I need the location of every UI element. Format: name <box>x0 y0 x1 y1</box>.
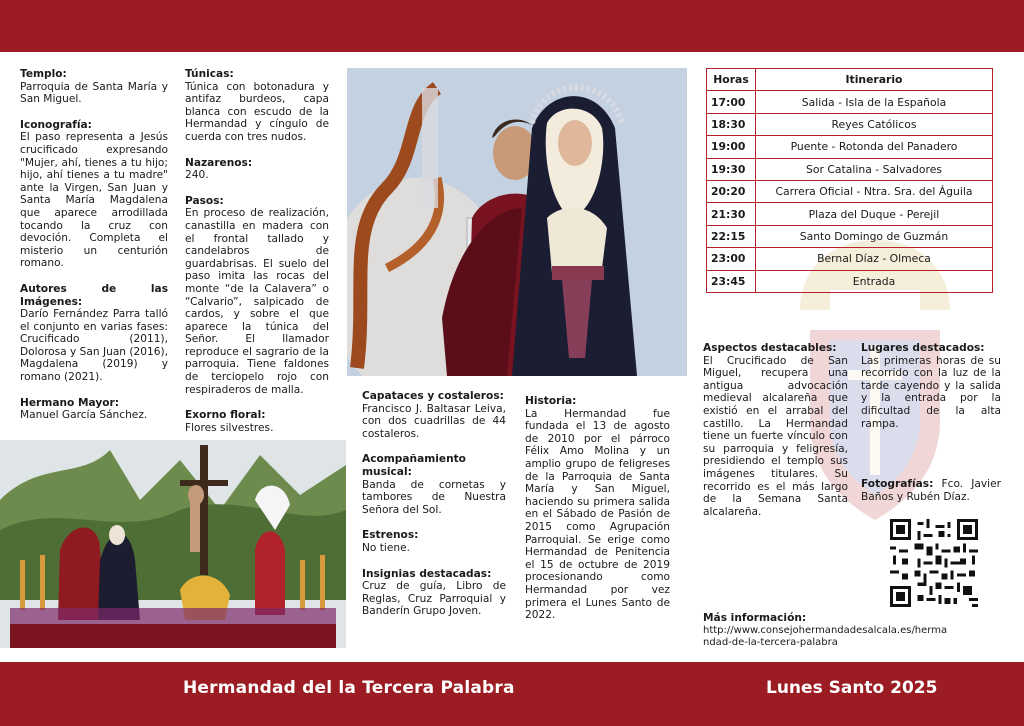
itinerary-time: 21:30 <box>707 203 756 225</box>
column-5 <box>703 342 848 531</box>
itinerary-row <box>707 203 993 225</box>
itinerary-time: 18:30 <box>707 113 756 135</box>
lugares-text: Las primeras horas de su recorrido con la luz de la tarde cayendo y la salida y la entrada por la dificultad de la alta rampa. <box>861 354 1001 430</box>
header-itinerary: Itinerario <box>756 69 993 91</box>
iconografia-text: El paso representa a Jesús crucificado expresando "Mujer, ahí, tienes a tu hijo; hijo, ahí tienes a tu madre" ante la Virgen, San Juan y Santa María Magdalena que aparece arrodillada tocando la cruz con devoción. Completa el misterio un centurión romano. <box>20 131 168 270</box>
autores-label: Autores de las Imágenes: <box>20 282 168 308</box>
nazarenos-label: Nazarenos: <box>185 156 253 169</box>
exorno-label: Exorno floral: <box>185 409 266 422</box>
autores-text: Darío Fernández Parra talló el conjunto en varias fases: Crucificado (2011), Dolorosa y San Juan (2016), Magdalena (2019) y romano (2021). <box>20 308 168 384</box>
itinerary-place: Sor Catalina - Salvadores <box>756 158 993 180</box>
itinerary-time: 23:45 <box>707 270 756 292</box>
itinerary-row <box>707 248 993 270</box>
itinerary-place: Bernal Díaz - Olmeca <box>756 248 993 270</box>
photo-figures-illustration <box>347 68 687 376</box>
aspectos-text: El Crucificado de San Miguel, recupera una antigua advocación medieval alcalareña que existió en el arrabal del castillo. La Hermandad tiene un fuerte vínculo con su parroquia y feligresía, presidiendo el templo sus imágenes titulares. Su recorrido es el más largo de la Semana Santa alcalareña. <box>703 354 848 518</box>
itinerary-time: 20:20 <box>707 180 756 202</box>
header-hours: Horas <box>707 69 756 91</box>
qr-code-icon[interactable] <box>890 519 978 607</box>
footer-date: Lunes Santo 2025 <box>766 678 938 698</box>
pasos-text: En proceso de realización, canastilla en madera con el frontal tallado y candelabros de guardabrisas. El suelo del paso imita las rocas del monte “de la Calavera” o “Calvario”, salpicado de cardos, y sobre el que aparece la túnica del Señor. El llamador reproduce el sagrario de la parroquia. Tiene faldones de terciopelo rojo con respiraderos de malla. <box>185 207 329 396</box>
acompanamiento-label: Acompañamiento musical: <box>362 453 466 478</box>
itinerary-time: 19:00 <box>707 136 756 158</box>
itinerary-place: Reyes Católicos <box>756 113 993 135</box>
tunicas-label: Túnicas: <box>185 68 234 80</box>
photo-paso-illustration <box>0 440 346 648</box>
column-1 <box>20 68 168 435</box>
itinerary-place: Carrera Oficial - Ntra. Sra. del Águila <box>756 180 993 202</box>
itinerary-place: Puente - Rotonda del Panadero <box>756 136 993 158</box>
photo-paso-procession <box>0 440 346 648</box>
column-3 <box>362 390 506 631</box>
iconografia-label: Iconografía: <box>20 118 92 131</box>
pasos-label: Pasos: <box>185 194 224 207</box>
itinerary-row <box>707 225 993 247</box>
itinerary-row <box>707 158 993 180</box>
historia-label: Historia: <box>525 395 577 407</box>
tunicas-text: Túnica con botonadura y antifaz burdeos, capa blanca con escudo de la Hermandad y cíngulo de cuerda con tres nudos. <box>185 80 329 143</box>
itinerary-place: Plaza del Duque - Perejil <box>756 203 993 225</box>
footer-title: Hermandad del la Tercera Palabra <box>183 678 515 698</box>
column-6 <box>861 342 1001 516</box>
fotografias-text: Fco. Javier Baños y Rubén Díaz. <box>861 478 1002 503</box>
photo-virgin-and-saint-john <box>347 68 687 376</box>
column-2 <box>185 68 329 447</box>
fotografias-label: Fotografías: <box>861 478 934 491</box>
itinerary-place: Salida - Isla de la Española <box>756 91 993 113</box>
estrenos-text: No tiene. <box>362 541 410 554</box>
estrenos-label: Estrenos: <box>362 529 419 542</box>
more-info-link[interactable]: http://www.consejohermandadesalcala.es/hermandad-de-la-tercera-palabra <box>703 624 948 649</box>
historia-text: La Hermandad fue fundada el 13 de agosto de 2010 por el párroco Félix Amo Molina y un amplio grupo de feligreses de la Parroquia de Santa María y San Miguel, haciendo su primera salida en el Sábado de Pasión de 2015 como Agrupación Parroquial. Se erige como Hermandad de Penitencia el 15 de octubre de 2019 procesionando como Hermandad por vez primera el Lunes Santo de 2022. <box>525 407 670 622</box>
itinerary-place: Entrada <box>756 270 993 292</box>
hermano-mayor-text: Manuel García Sánchez. <box>20 409 148 422</box>
lugares-label: Lugares destacados: <box>861 342 985 354</box>
itinerary-table <box>706 68 993 293</box>
capataces-text: Francisco J. Baltasar Leiva, con dos cuadrillas de 44 costaleros. <box>362 402 506 440</box>
aspectos-label: Aspectos destacables: <box>703 342 837 354</box>
more-info-label: Más información: <box>703 612 807 624</box>
exorno-text: Flores silvestres. <box>185 421 274 434</box>
templo-text: Parroquia de Santa María y San Miguel. <box>20 80 168 106</box>
itinerary-time: 23:00 <box>707 248 756 270</box>
itinerary-row <box>707 180 993 202</box>
top-banner <box>0 0 1024 52</box>
itinerary-row <box>707 91 993 113</box>
capataces-label: Capataces y costaleros: <box>362 390 504 402</box>
itinerary-time: 19:30 <box>707 158 756 180</box>
templo-label: Templo: <box>20 68 67 80</box>
itinerary-time: 17:00 <box>707 91 756 113</box>
acompanamiento-text: Banda de cornetas y tambores de Nuestra Señora del Sol. <box>362 478 506 516</box>
itinerary-row <box>707 113 993 135</box>
itinerary-time: 22:15 <box>707 225 756 247</box>
itinerary-header-row <box>707 69 993 91</box>
hermano-mayor-label: Hermano Mayor: <box>20 396 119 409</box>
column-4 <box>525 395 670 635</box>
itinerary-row <box>707 136 993 158</box>
insignias-label: Insignias destacadas: <box>362 567 492 580</box>
itinerary-row <box>707 270 993 292</box>
itinerary-place: Santo Domingo de Guzmán <box>756 225 993 247</box>
more-info <box>703 612 993 650</box>
nazarenos-text: 240. <box>185 169 209 182</box>
insignias-text: Cruz de guía, Libro de Reglas, Cruz Parroquial y Banderín Grupo Joven. <box>362 580 506 618</box>
